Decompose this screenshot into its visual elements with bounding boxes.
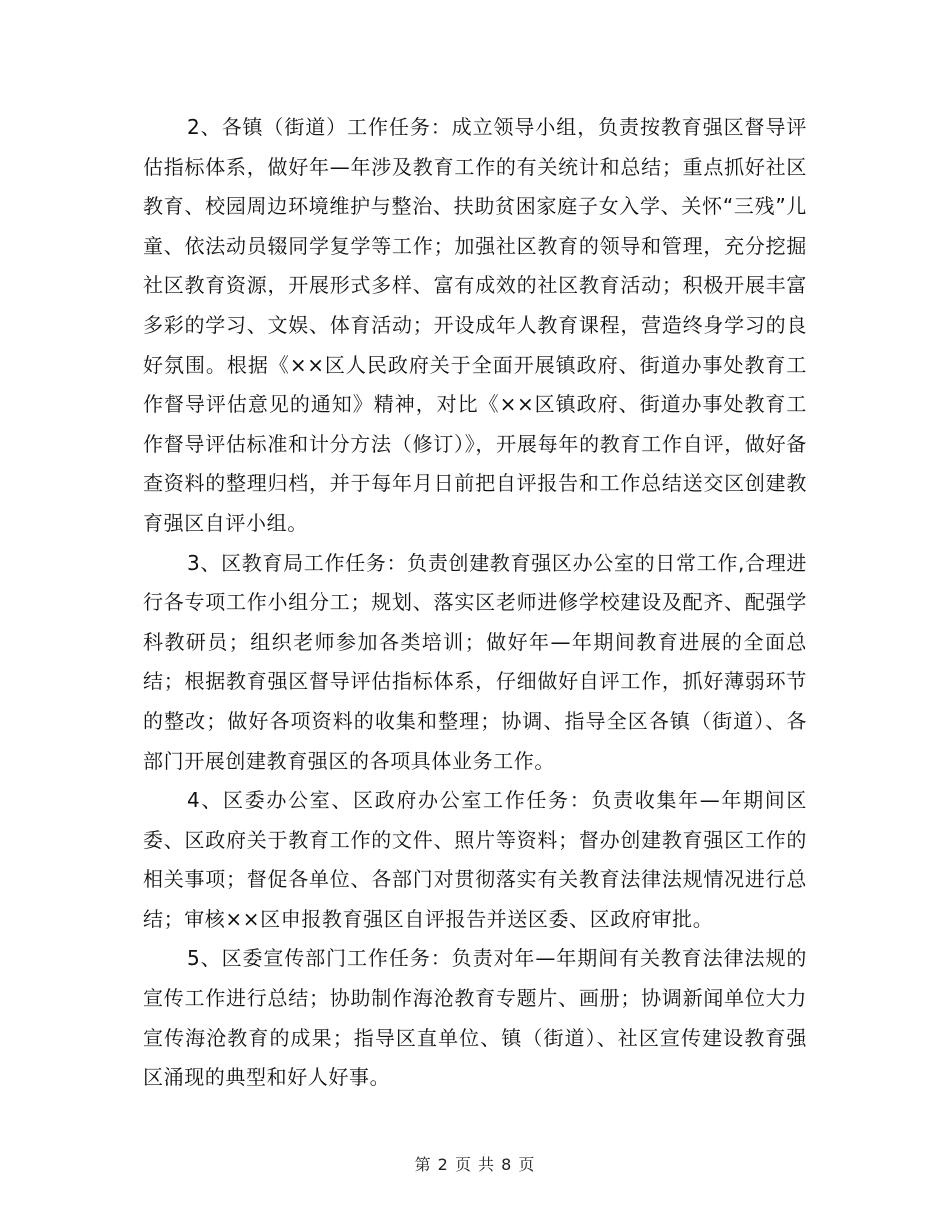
paragraph-education-bureau-tasks: 3、区教育局工作任务：负责创建教育强区办公室的日常工作,合理进行各专项工作小组分工；规划、落实区老师进修学校建设及配齐、配强学科教研员；组织老师参加各类培训；做好年—年期间教育进展的全面总结；根据教育强区督导评估指标体系，仔细做好自评工作，抓好薄弱环节的整改；做好各项资料的收集和整理；协调、指导全区各镇（街道）、各部门开展创建教育强区的各项具体业务工作。 [143, 550, 807, 773]
document-body [143, 108, 807, 1098]
page-number-footer: 第 2 页 共 8 页 [414, 1155, 536, 1174]
paragraph-publicity-tasks: 5、区委宣传部门工作任务：负责对年—年期间有关教育法律法规的宣传工作进行总结；协助制作海沧教育专题片、画册；协调新闻单位大力宣传海沧教育的成果；指导区直单位、镇（街道）、社区宣传建设教育强区涌现的典型和好人好事。 [143, 946, 807, 1090]
paragraph-town-tasks: 2、各镇（街道）工作任务：成立领导小组，负责按教育强区督导评估指标体系，做好年—年涉及教育工作的有关统计和总结；重点抓好社区教育、校园周边环境维护与整治、扶助贫困家庭子女入学、关怀“三残”儿童、依法动员辍同学复学等工作；加强社区教育的领导和管理，充分挖掘社区教育资源，开展形式多样、富有成效的社区教育活动；积极开展丰富多彩的学习、文娱、体育活动；开设成年人教育课程，营造终身学习的良好氛围。根据《××区人民政府关于全面开展镇政府、街道办事处教育工作督导评估意见的通知》精神，对比《××区镇政府、街道办事处教育工作督导评估标准和计分方法（修订）》，开展每年的教育工作自评，做好备查资料的整理归档，并于每年月日前把自评报告和工作总结送交区创建教育强区自评小组。 [143, 115, 807, 535]
paragraph-office-tasks: 4、区委办公室、区政府办公室工作任务：负责收集年—年期间区委、区政府关于教育工作的文件、照片等资料；督办创建教育强区工作的相关事项；督促各单位、各部门对贯彻落实有关教育法律法规情况进行总结；审核××区申报教育强区自评报告并送区委、区政府审批。 [143, 788, 807, 931]
